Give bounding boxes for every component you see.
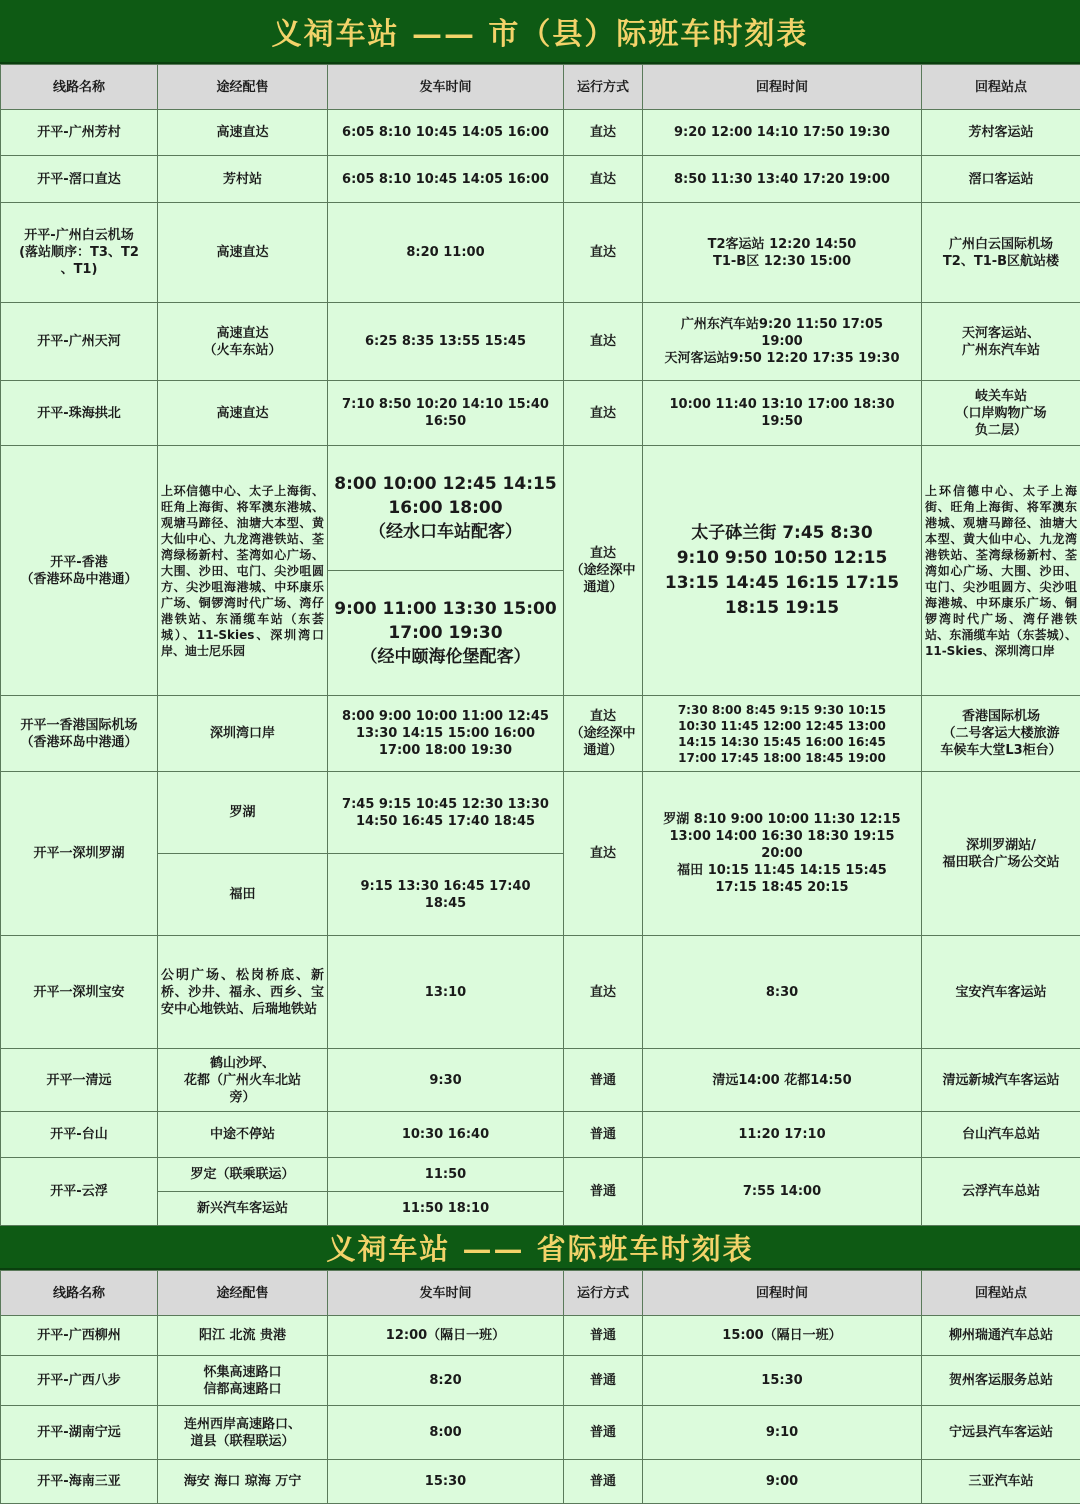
mode: 直达 [564,936,643,1049]
return-times: 9:00 [643,1460,922,1504]
mode: 普通 [564,1356,643,1406]
via: 高速直达 （火车东站） [158,303,328,381]
departure-times: 15:30 [328,1460,564,1504]
via: 公明广场、松岗桥底、新桥、沙井、福永、西乡、宝安中心地铁站、后瑞地铁站 [158,936,328,1049]
departure-times: 9:00 11:00 13:30 15:00 17:00 19:30 （经中颐海伦堡配客） [328,571,564,696]
table-row [1,1158,1080,1192]
header-mode: 运行方式 [564,1271,643,1316]
route-name: 开平一香港国际机场 （香港环岛中港通） [1,696,158,772]
return-times: 7:55 14:00 [643,1158,922,1226]
header-return-time: 回程时间 [643,1271,922,1316]
departure-times: 10:30 16:40 [328,1112,564,1158]
header-return-time: 回程时间 [643,65,922,110]
departure-times: 6:25 8:35 13:55 15:45 [328,303,564,381]
mode: 普通 [564,1112,643,1158]
table-row [1,156,1080,203]
via: 怀集高速路口 信都高速路口 [158,1356,328,1406]
return-stop: 柳州瑞通汽车总站 [922,1316,1080,1356]
departure-times: 9:30 [328,1049,564,1112]
mode: 普通 [564,1460,643,1504]
header-mode: 运行方式 [564,65,643,110]
mode: 普通 [564,1049,643,1112]
return-times: 罗湖 8:10 9:00 10:00 11:30 12:15 13:00 14:00 16:30 18:30 19:15 20:00 福田 10:15 11:45 14:15 15:45 17:15 18:45 20:15 [643,772,922,936]
mode: 普通 [564,1406,643,1460]
route-name: 开平-滘口直达 [1,156,158,203]
return-times: 7:30 8:00 8:45 9:15 9:30 10:15 10:30 11:45 12:00 12:45 13:00 14:15 14:30 15:45 16:00 16:45 17:00 17:45 18:00 18:45 19:00 [643,696,922,772]
mode: 直达 [564,381,643,446]
via: 罗湖 [158,772,328,854]
route-name: 开平一深圳罗湖 [1,772,158,936]
departure-times: 7:45 9:15 10:45 12:30 13:30 14:50 16:45 17:40 18:45 [328,772,564,854]
city-schedule-table [0,64,1080,1226]
return-stop: 深圳罗湖站/ 福田联合广场公交站 [922,772,1080,936]
table-row [1,381,1080,446]
via: 海安 海口 琼海 万宁 [158,1460,328,1504]
via: 高速直达 [158,203,328,303]
return-stop: 宁远县汽车客运站 [922,1406,1080,1460]
return-times: T2客运站 12:20 14:50 T1-B区 12:30 15:00 [643,203,922,303]
via: 阳江 北流 贵港 [158,1316,328,1356]
departure-times: 8:00 [328,1406,564,1460]
route-name: 开平-云浮 [1,1158,158,1226]
return-times: 15:00（隔日一班） [643,1316,922,1356]
via: 高速直达 [158,381,328,446]
mode: 直达 （途经深中 通道） [564,446,643,696]
via: 高速直达 [158,110,328,156]
return-stop: 宝安汽车客运站 [922,936,1080,1049]
via: 连州西岸高速路口、 道县（联程联运） [158,1406,328,1460]
departure-times: 11:50 18:10 [328,1192,564,1226]
via: 鹤山沙坪、 花都（广州火车北站 旁） [158,1049,328,1112]
return-stop: 芳村客运站 [922,110,1080,156]
return-times: 8:50 11:30 13:40 17:20 19:00 [643,156,922,203]
via: 中途不停站 [158,1112,328,1158]
route-name: 开平-广西柳州 [1,1316,158,1356]
table-row [1,446,1080,571]
return-stop: 贺州客运服务总站 [922,1356,1080,1406]
mode: 普通 [564,1158,643,1226]
route-name: 开平-台山 [1,1112,158,1158]
return-times: 9:10 [643,1406,922,1460]
table-header [1,65,1080,110]
departure-times: 11:50 [328,1158,564,1192]
route-name: 开平一深圳宝安 [1,936,158,1049]
route-name: 开平-香港 （香港环岛中港通） [1,446,158,696]
return-times: 太子砵兰街 7:45 8:30 9:10 9:50 10:50 12:15 13:15 14:45 16:15 17:15 18:15 19:15 [643,446,922,696]
departure-times: 6:05 8:10 10:45 14:05 16:00 [328,110,564,156]
return-stop: 云浮汽车总站 [922,1158,1080,1226]
return-stop: 天河客运站、 广州东汽车站 [922,303,1080,381]
table-row [1,772,1080,854]
table-row [1,696,1080,772]
mode: 普通 [564,1316,643,1356]
header-route: 线路名称 [1,65,158,110]
via: 福田 [158,854,328,936]
route-name: 开平一清远 [1,1049,158,1112]
return-times: 15:30 [643,1356,922,1406]
header-return-stop: 回程站点 [922,1271,1080,1316]
return-times: 11:20 17:10 [643,1112,922,1158]
departure-times: 8:20 11:00 [328,203,564,303]
mode: 直达 [564,110,643,156]
section-title: 义祠车站 —— 省际班车时刻表 [0,1226,1080,1270]
via: 新兴汽车客运站 [158,1192,328,1226]
return-stop: 香港国际机场 （二号客运大楼旅游 车候车大堂L3柜台） [922,696,1080,772]
header-via: 途经配售 [158,65,328,110]
departure-times: 8:00 9:00 10:00 11:00 12:45 13:30 14:15 15:00 16:00 17:00 18:00 19:30 [328,696,564,772]
route-name: 开平-湖南宁远 [1,1406,158,1460]
via: 芳村站 [158,156,328,203]
header-return-stop: 回程站点 [922,65,1080,110]
table-header [1,1271,1080,1316]
departure-times: 7:10 8:50 10:20 14:10 15:40 16:50 [328,381,564,446]
mode: 直达 （途经深中 通道） [564,696,643,772]
province-schedule-table [0,1270,1080,1504]
mode: 直达 [564,772,643,936]
table-row [1,1112,1080,1158]
table-row [1,1406,1080,1460]
table-row [1,1049,1080,1112]
departure-times: 12:00（隔日一班） [328,1316,564,1356]
table-row [1,936,1080,1049]
table-row [1,1316,1080,1356]
via: 深圳湾口岸 [158,696,328,772]
table-row [1,1460,1080,1504]
departure-times: 8:20 [328,1356,564,1406]
table-row [1,1356,1080,1406]
route-name: 开平-广西八步 [1,1356,158,1406]
return-stop: 三亚汽车站 [922,1460,1080,1504]
route-name: 开平-广州白云机场 (落站顺序：T3、T2 、T1) [1,203,158,303]
return-stop: 清远新城汽车客运站 [922,1049,1080,1112]
return-stop: 广州白云国际机场 T2、T1-B区航站楼 [922,203,1080,303]
table-row [1,303,1080,381]
return-times: 8:30 [643,936,922,1049]
route-name: 开平-广州天河 [1,303,158,381]
mode: 直达 [564,156,643,203]
page-title: 义祠车站 —— 市（县）际班车时刻表 [0,0,1080,64]
route-name: 开平-海南三亚 [1,1460,158,1504]
header-departure: 发车时间 [328,1271,564,1316]
return-stop: 岐关车站 （口岸购物广场 负二层） [922,381,1080,446]
departure-times: 8:00 10:00 12:45 14:15 16:00 18:00 （经水口车站配客） [328,446,564,571]
return-times: 广州东汽车站9:20 11:50 17:05 19:00 天河客运站9:50 12:20 17:35 19:30 [643,303,922,381]
departure-times: 6:05 8:10 10:45 14:05 16:00 [328,156,564,203]
table-row [1,110,1080,156]
mode: 直达 [564,203,643,303]
return-times: 10:00 11:40 13:10 17:00 18:30 19:50 [643,381,922,446]
return-stop: 台山汽车总站 [922,1112,1080,1158]
table-row [1,203,1080,303]
return-stop: 上环信德中心、太子上海街、旺角上海街、将军澳东港城、观塘马蹄径、油塘大本型、黄大仙中心、九龙湾港铁站、荃湾绿杨新村、荃湾如心广场、大围、沙田、屯门、尖沙咀圆方、尖沙咀海港城、中环康乐广场、铜锣湾时代广场、湾仔港铁站、东涌缆车站（东荟城）、11-Skies、深圳湾口岸 [922,446,1080,696]
return-times: 9:20 12:00 14:10 17:50 19:30 [643,110,922,156]
departure-times: 13:10 [328,936,564,1049]
return-times: 清远14:00 花都14:50 [643,1049,922,1112]
departure-times: 9:15 13:30 16:45 17:40 18:45 [328,854,564,936]
via: 罗定（联乘联运） [158,1158,328,1192]
route-name: 开平-珠海拱北 [1,381,158,446]
via: 上环信德中心、太子上海街、旺角上海街、将军澳东港城、观塘马蹄径、油塘大本型、黄大仙中心、九龙湾港铁站、荃湾绿杨新村、荃湾如心广场、大围、沙田、屯门、尖沙咀圆方、尖沙咀海港城、中环康乐广场、铜锣湾时代广场、湾仔港铁站、东涌缆车站（东荟城）、11-Skies、深圳湾口岸、迪士尼乐园 [158,446,328,696]
mode: 直达 [564,303,643,381]
route-name: 开平-广州芳村 [1,110,158,156]
header-via: 途经配售 [158,1271,328,1316]
header-departure: 发车时间 [328,65,564,110]
header-route: 线路名称 [1,1271,158,1316]
return-stop: 滘口客运站 [922,156,1080,203]
